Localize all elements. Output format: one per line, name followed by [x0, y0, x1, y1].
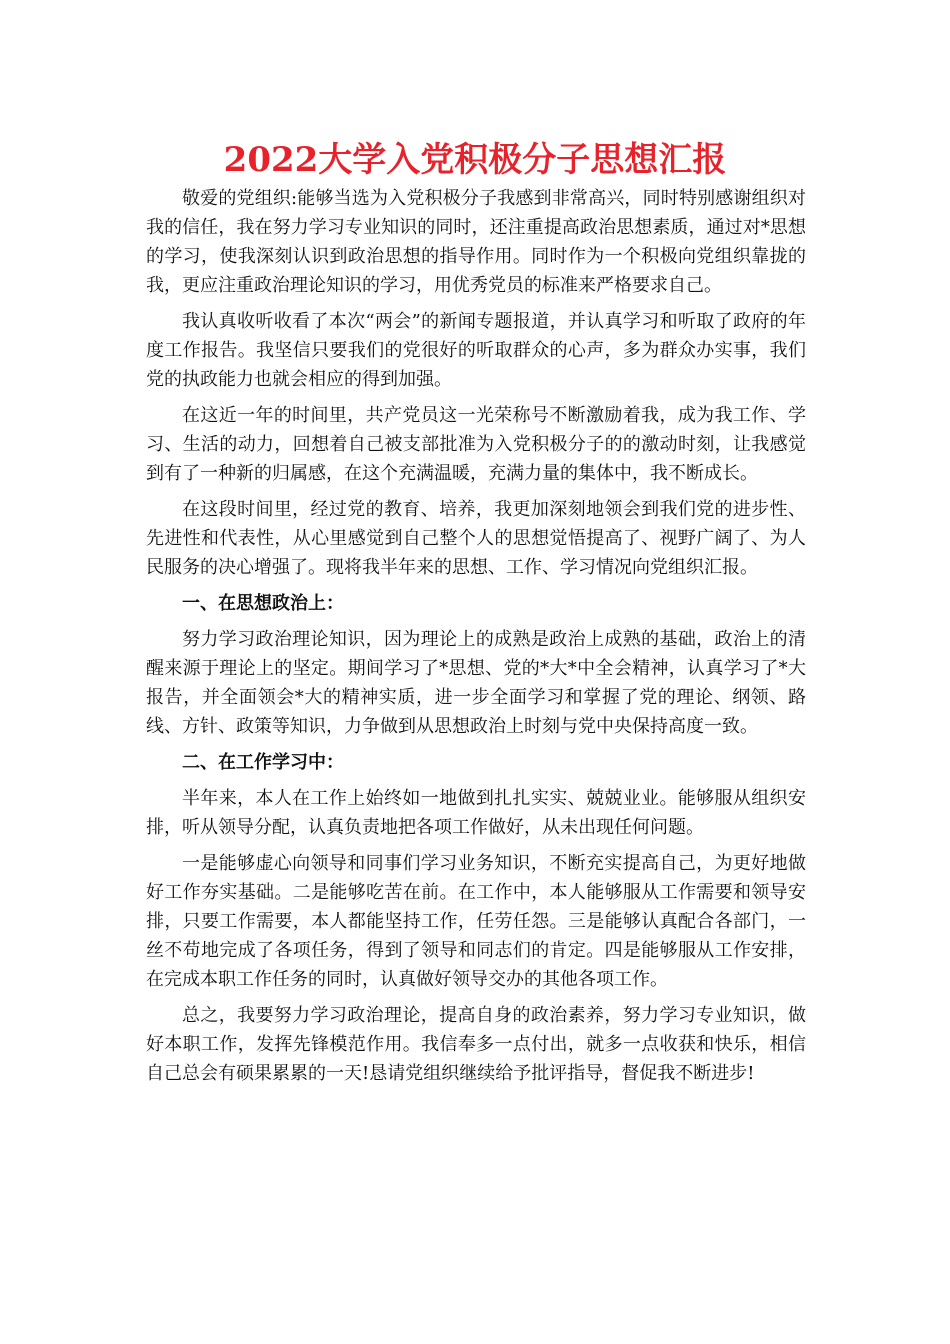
paragraph-four-points: 一是能够虚心向领导和同事们学习业务知识，不断充实提高自己，为更好地做好工作夯实基础。二是能够吃苦在前。在工作中，本人能够服从工作需要和领导安排，只要工作需要，本人都能坚持工作，任劳任怨。三是能够认真配合各部门，一丝不苟地完成了各项任务，得到了领导和同志们的肯定。四是能够服从工作安排，在完成本职工作任务的同时，认真做好领导交办的其他各项工作。 — [146, 853, 806, 990]
paragraph-two-sessions: 我认真收听收看了本次“两会”的新闻专题报道，并认真学习和听取了政府的年度工作报告。我坚信只要我们的党很好的听取群众的心声，多为群众办实事，我们党的执政能力也就会相应的得到加强。 — [146, 311, 806, 390]
document-title: 2022大学入党积极分子思想汇报 — [223, 140, 727, 180]
section-heading-work-study: 二、在工作学习中： — [182, 752, 344, 773]
paragraph-greeting: 敬爱的党组织:能够当选为入党积极分子我感到非常高兴，同时特别感谢组织对我的信任，我在努力学习专业知识的同时，还注重提高政治思想素质，通过对*思想的学习，使我深刻认识到政治思想的指导作用。同时作为一个积极向党组织靠拢的我，更应注重政治理论知识的学习，用优秀党员的标准来严格要求自己。 — [146, 188, 806, 296]
paragraph-past-year: 在这近一年的时间里，共产党员这一光荣称号不断激励着我，成为我工作、学习、生活的动力，回想着自己被支部批准为入党积极分子的的激动时刻，让我感觉到有了一种新的归属感，在这个充满温暖，充满力量的集体中，我不断成长。 — [146, 405, 806, 484]
paragraph-education: 在这段时间里，经过党的教育、培养，我更加深刻地领会到我们党的进步性、先进性和代表性，从心里感觉到自己整个人的思想觉悟提高了、视野广阔了、为人民服务的决心增强了。现将我半年来的思想、工作、学习情况向党组织汇报。 — [146, 499, 806, 578]
paragraph-conclusion: 总之，我要努力学习政治理论，提高自身的政治素养，努力学习专业知识，做好本职工作，发挥先锋模范作用。我信奉多一点付出，就多一点收获和快乐，相信自己总会有硕果累累的一天!恳请党组织继续给予批评指导，督促我不断进步! — [146, 1005, 806, 1084]
section-heading-political: 一、在思想政治上： — [182, 593, 344, 614]
paragraph-political-study: 努力学习政治理论知识，因为理论上的成熟是政治上成熟的基础，政治上的清醒来源于理论上的坚定。期间学习了*思想、党的*大*中全会精神，认真学习了*大报告，并全面领会*大的精神实质，进一步全面学习和掌握了党的理论、纲领、路线、方针、政策等知识，力争做到从思想政治上时刻与党中央保持高度一致。 — [146, 629, 806, 737]
paragraph-half-year: 半年来，本人在工作上始终如一地做到扎扎实实、兢兢业业。能够服从组织安排，听从领导分配，认真负责地把各项工作做好，从未出现任何问题。 — [146, 788, 806, 838]
document-body — [146, 184, 806, 1095]
